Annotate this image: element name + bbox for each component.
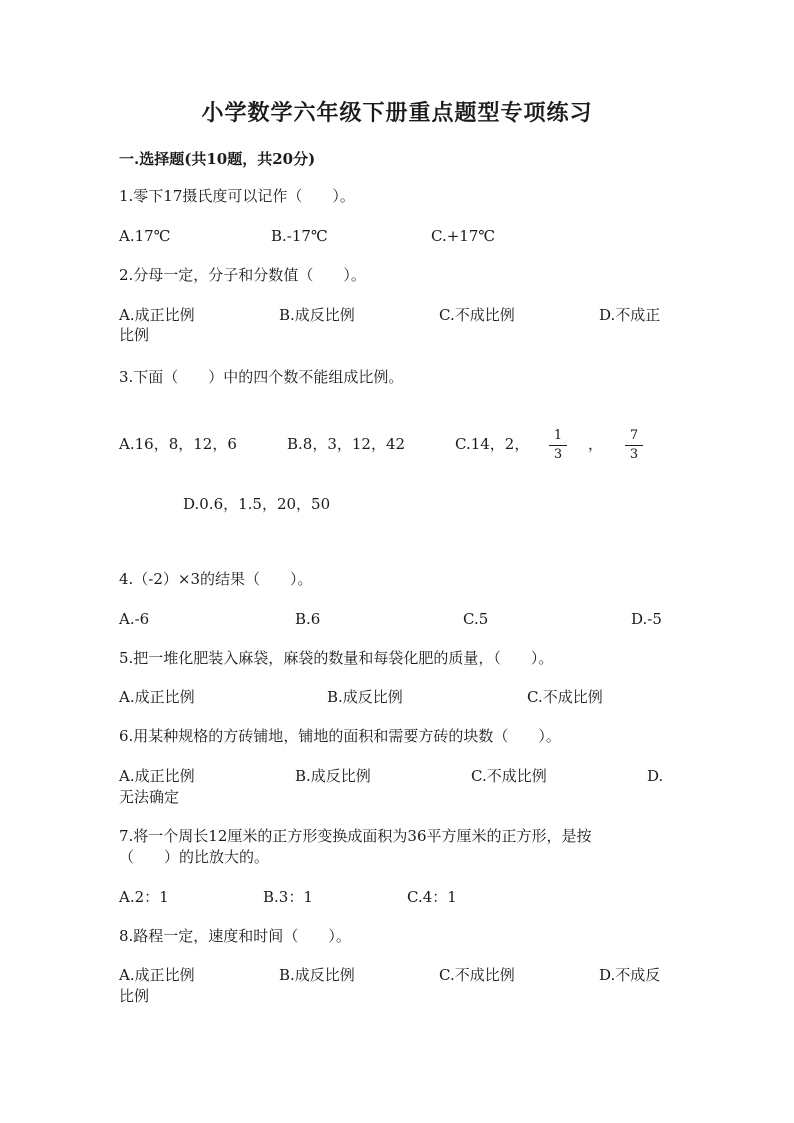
- q4-option-d: D.-5: [631, 610, 662, 628]
- q7-option-a: A.2：1: [119, 888, 169, 906]
- q2-option-c: C.不成比例: [439, 306, 515, 324]
- q8-option-c: C.不成比例: [439, 966, 515, 984]
- question-5-stem: 5.把一堆化肥装入麻袋，麻袋的数量和每袋化肥的质量，（ ）。: [119, 649, 554, 667]
- q8-option-d-wrap: 比例: [119, 987, 150, 1005]
- q8-option-d: D.不成反: [599, 966, 661, 984]
- fraction-denominator: 3: [629, 447, 639, 462]
- q3-option-d: D.0.6，1.5，20，50: [183, 495, 331, 513]
- q2-option-d: D.不成正: [599, 306, 661, 324]
- question-6-stem: 6.用某种规格的方砖铺地，铺地的面积和需要方砖的块数（ ）。: [119, 727, 561, 745]
- q3-option-c: C.14，2，: [455, 435, 530, 453]
- q2-option-d-wrap: 比例: [119, 326, 150, 344]
- question-7-stem-wrap: （ ）的比放大的。: [119, 848, 270, 866]
- q6-option-a: A.成正比例: [119, 767, 195, 785]
- question-8-stem: 8.路程一定，速度和时间（ ）。: [119, 927, 351, 945]
- q6-option-d: D.: [647, 767, 664, 785]
- q6-option-c: C.不成比例: [471, 767, 547, 785]
- question-2-stem: 2.分母一定，分子和分数值（ ）。: [119, 266, 366, 284]
- question-7-stem: 7.将一个周长12厘米的正方形变换成面积为36平方厘米的正方形，是按: [119, 827, 592, 845]
- q6-option-b: B.成反比例: [295, 767, 371, 785]
- q1-option-c: C.+17℃: [431, 227, 496, 245]
- q8-option-b: B.成反比例: [279, 966, 355, 984]
- q7-option-b: B.3：1: [263, 888, 313, 906]
- q3-option-a: A.16，8，12，6: [119, 435, 237, 453]
- fraction-numerator: 1: [553, 428, 563, 443]
- q8-option-a: A.成正比例: [119, 966, 195, 984]
- fraction-denominator: 3: [553, 447, 563, 462]
- q4-option-a: A.-6: [119, 610, 150, 628]
- q4-option-c: C.5: [463, 610, 489, 628]
- question-4-stem: 4.（-2）×3的结果（ ）。: [119, 570, 313, 588]
- q4-option-b: B.6: [295, 610, 321, 628]
- q7-option-c: C.4：1: [407, 888, 457, 906]
- page-title: 小学数学六年级下册重点题型专项练习: [201, 100, 593, 126]
- q6-option-d-wrap: 无法确定: [119, 788, 180, 806]
- q2-option-a: A.成正比例: [119, 306, 195, 324]
- q5-option-a: A.成正比例: [119, 688, 195, 706]
- q3-fraction-one-third: [549, 428, 567, 463]
- q1-option-a: A.17℃: [119, 227, 171, 245]
- section-heading: 一.选择题(共10题，共20分): [119, 150, 316, 168]
- q2-option-b: B.成反比例: [279, 306, 355, 324]
- q1-option-b: B.-17℃: [271, 227, 328, 245]
- question-3-stem: 3.下面（ ）中的四个数不能组成比例。: [119, 368, 404, 386]
- fraction-numerator: 7: [629, 428, 639, 443]
- fraction-bar: [549, 445, 567, 446]
- fraction-bar: [625, 445, 643, 446]
- q3-separator: ，: [588, 435, 604, 453]
- q3-fraction-seven-thirds: [625, 428, 643, 463]
- q5-option-b: B.成反比例: [327, 688, 403, 706]
- q3-option-b: B.8，3，12，42: [287, 435, 406, 453]
- q5-option-c: C.不成比例: [527, 688, 603, 706]
- question-1-stem: 1.零下17摄氏度可以记作（ ）。: [119, 187, 355, 205]
